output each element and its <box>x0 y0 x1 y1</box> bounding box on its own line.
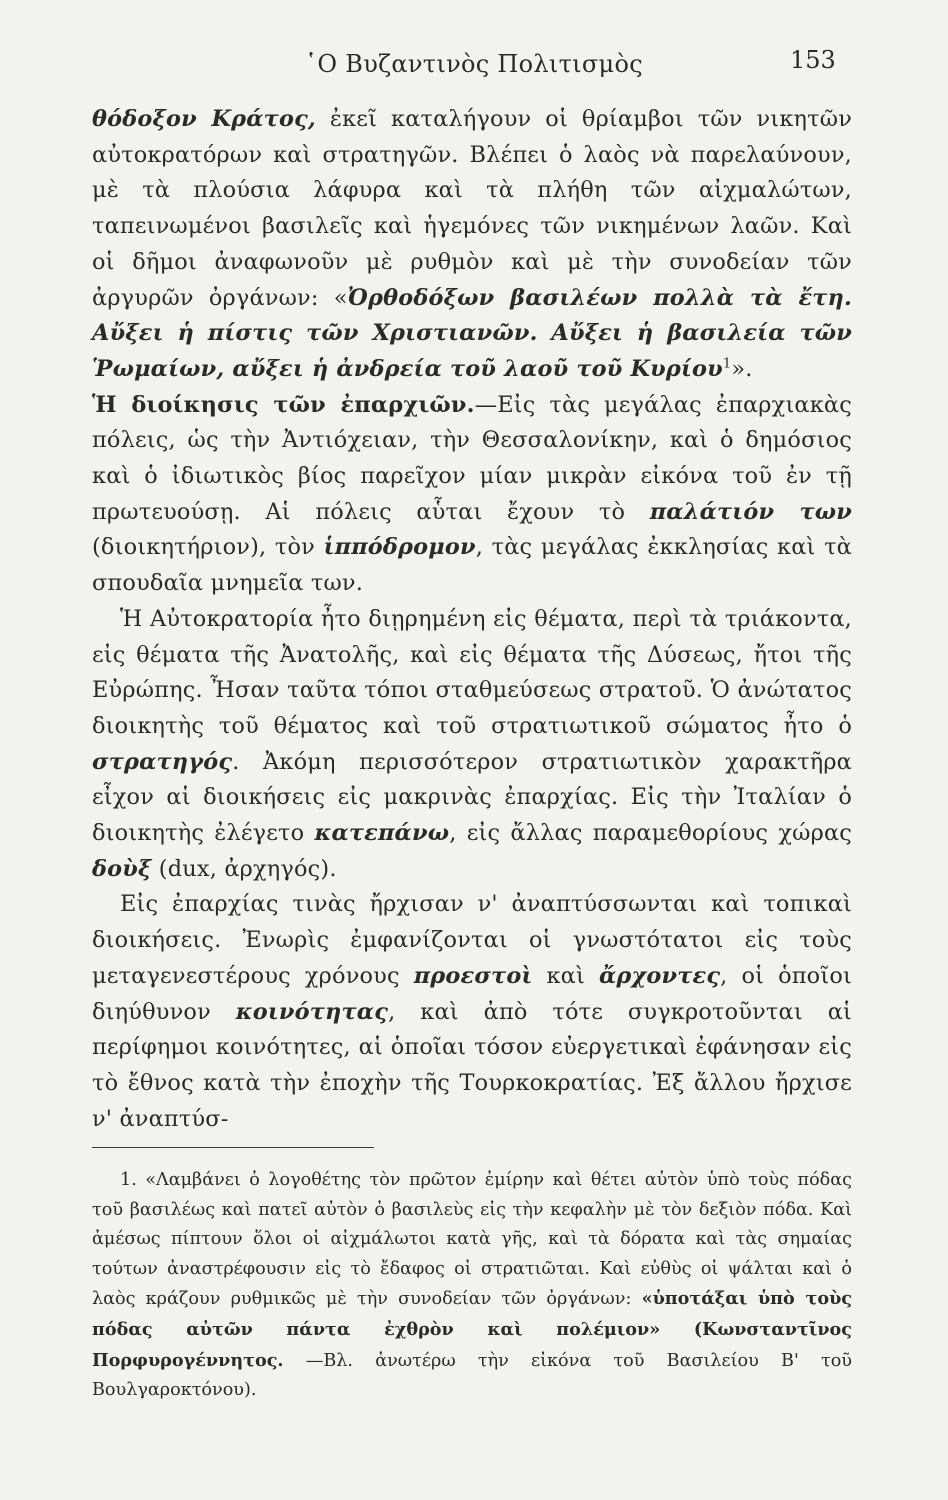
paragraph-text: ἐκεῖ καταλήγουν οἱ θρίαμβοι τῶν νικητῶν αὐτοκρατόρων καὶ στρατηγῶν. Βλέπει ὁ λαὸς νὰ παρελαύνουν, μὲ τὰ πλούσια λάφυρα καὶ τὰ πλήθη τῶν αἰχμαλώτων, ταπεινωμένοι βασιλεῖς καὶ ἡγεμόνες τῶν νικημένων λαῶν. Καὶ οἱ δῆμοι ἀναφωνοῦν μὲ ρυθμὸν καὶ μὲ τὴν συνοδείαν τῶν ἀργυρῶν ὀργάνων: « <box>92 106 853 311</box>
paragraph-text: (διοικητήριον), τὸν <box>92 534 324 561</box>
emphasis-text: ἄρχοντες <box>598 962 721 989</box>
running-header-title: ῾Ο Βυζαντινὸς Πολιτισμὸς <box>305 50 643 78</box>
paragraph-text: Ἡ Αὐτοκρατορία ἦτο διῃρημένη εἰς θέματα, περὶ τὰ τριάκοντα, εἰς θέματα τῆς Ἀνατολῆς, καὶ εἰς θέματα τῆς Δύσεως, ἤτοι τῆς Εὐρώπης. Ἦσαν ταῦτα τόποι σταθμεύσεως στρατοῦ. Ὁ ἀνώτατος διοικητὴς τοῦ θέματος καὶ τοῦ στρατιωτικοῦ σώματος ἦτο ὁ <box>92 605 852 739</box>
section-heading: Ἡ διοίκησις τῶν ἐπαρχιῶν. <box>92 391 475 418</box>
paragraph-text: , οἱ ὁποῖοι διηύθυνον <box>92 962 852 1025</box>
acclamation-text: Ὀρθοδόξων βασιλέων πολλὰ τὰ ἔτη. Αὔξει ἡ πίστις τῶν Χριστιανῶν. Αὔξει ἡ βασιλεία τῶν Ῥωμαίων, αὔξει ἡ ἀνδρεία τοῦ λαοῦ τοῦ Κυρίου <box>92 284 853 382</box>
emphasis-text: στρατηγός <box>92 748 233 775</box>
footnote-reference: 1 <box>722 356 732 372</box>
paragraph-text: , εἰς ἄλλας παραμεθορίους χώρας <box>449 820 853 847</box>
footnote-text: 1. «Λαμβάνει ὁ λογοθέτης τὸν πρῶτον ἐμίρην καὶ θέτει αὐτὸν ὑπὸ τοὺς πόδας τοῦ βασιλέως καὶ πατεῖ αὐτὸν ὁ βασιλεὺς εἰς τὴν κεφαλὴν μὲ τὸν δεξιὸν πόδα. Καὶ ἀμέσως πίπτουν ὅλοι οἱ αἰχμάλωτοι κατὰ γῆς, καὶ τὰ δόρατα καὶ τὰς σημαίας τούτων ἀναστρέφουσιν εἰς τὸ ἔδαφος οἱ στρατιῶται. Καὶ εὐθὺς οἱ ψάλται καὶ ὁ λαὸς κράζουν ρυθμικῶς μὲ τὴν συνοδείαν τῶν ὀργάνων: <box>92 1170 852 1310</box>
emphasis-text: προεστοὶ <box>413 962 533 989</box>
emphasis-text: κοινότητας <box>235 998 389 1025</box>
paragraph-text: ». <box>731 355 753 382</box>
emphasis-text: κατεπάνω <box>314 820 450 847</box>
emphasis-text: θόδοξον Κράτος, <box>92 106 316 132</box>
footnote-text: —Βλ. ἀνωτέρω τὴν εἰκόνα τοῦ Βασιλείου Β' τοῦ Βουλγαροκτόνου). <box>92 1350 852 1401</box>
page-number: 153 <box>790 46 836 74</box>
paragraph-text: , καὶ ἀπὸ τότε συγκροτοῦνται αἱ περίφημοι κοινότητες, αἱ ὁποῖαι τόσον εὐεργετικαὶ ἐφάνησαν εἰς τὸ ἔθνος κατὰ τὴν ἐποχὴν τῆς Τουρκοκρατίας. Ἐξ ἄλλου ἤρχισε ν' ἀναπτύσ- <box>92 998 852 1132</box>
paragraph-text: . Ἀκόμη περισσότερον στρατιωτικὸν χαρακτῆρα εἶχον αἱ διοικήσεις εἰς μακρινὰς ἐπαρχίας. Εἰς τὴν Ἰταλίαν ὁ διοικητὴς ἐλέγετο <box>92 748 852 847</box>
main-text <box>92 102 852 1137</box>
paragraph-text: Εἰς ἐπαρχίας τινὰς ἤρχισαν ν' ἀναπτύσσωνται καὶ τοπικαὶ διοικήσεις. Ἐνωρὶς ἐμφανίζονται οἱ γνωστότατοι εἰς τοὺς μεταγενεστέρους χρόνους <box>92 891 852 989</box>
paragraph-text: , τὰς μεγάλας ἐκκλησίας καὶ τὰ σπουδαῖα μνημεῖα των. <box>92 534 852 597</box>
paragraph-2 <box>92 602 852 888</box>
paragraph-3 <box>92 887 852 1137</box>
paragraph-text: (dux, ἀρχηγός). <box>151 855 337 882</box>
footnote-divider <box>92 1147 374 1148</box>
paragraph-text: —Εἰς τὰς μεγάλας ἐπαρχιακὰς πόλεις, ὡς τὴν Ἀντιόχειαν, τὴν Θεσσαλονίκην, καὶ ὁ δημόσιος καὶ ὁ ἰδιωτικὸς βίος παρεῖχον μίαν μικρὰν εἰκόνα τοῦ ἐν τῇ πρωτευούσῃ. Αἱ πόλεις αὗται ἔχουν τὸ <box>92 391 852 525</box>
footnote-quote: «ὑποτάξαι ὑπὸ τοὺς πόδας αὐτῶν πάντα ἐχθρὸν καὶ πολέμιον» (Κωνσταντῖνος Πορφυρογέννητος. <box>92 1288 852 1371</box>
footnote <box>92 1166 852 1406</box>
emphasis-text: ἱππόδρομον <box>323 534 476 561</box>
emphasis-text: παλάτιόν των <box>649 498 852 525</box>
paragraph-text: καὶ <box>532 962 599 989</box>
paragraph-1 <box>92 102 852 602</box>
emphasis-text: δοὺξ <box>92 855 152 882</box>
